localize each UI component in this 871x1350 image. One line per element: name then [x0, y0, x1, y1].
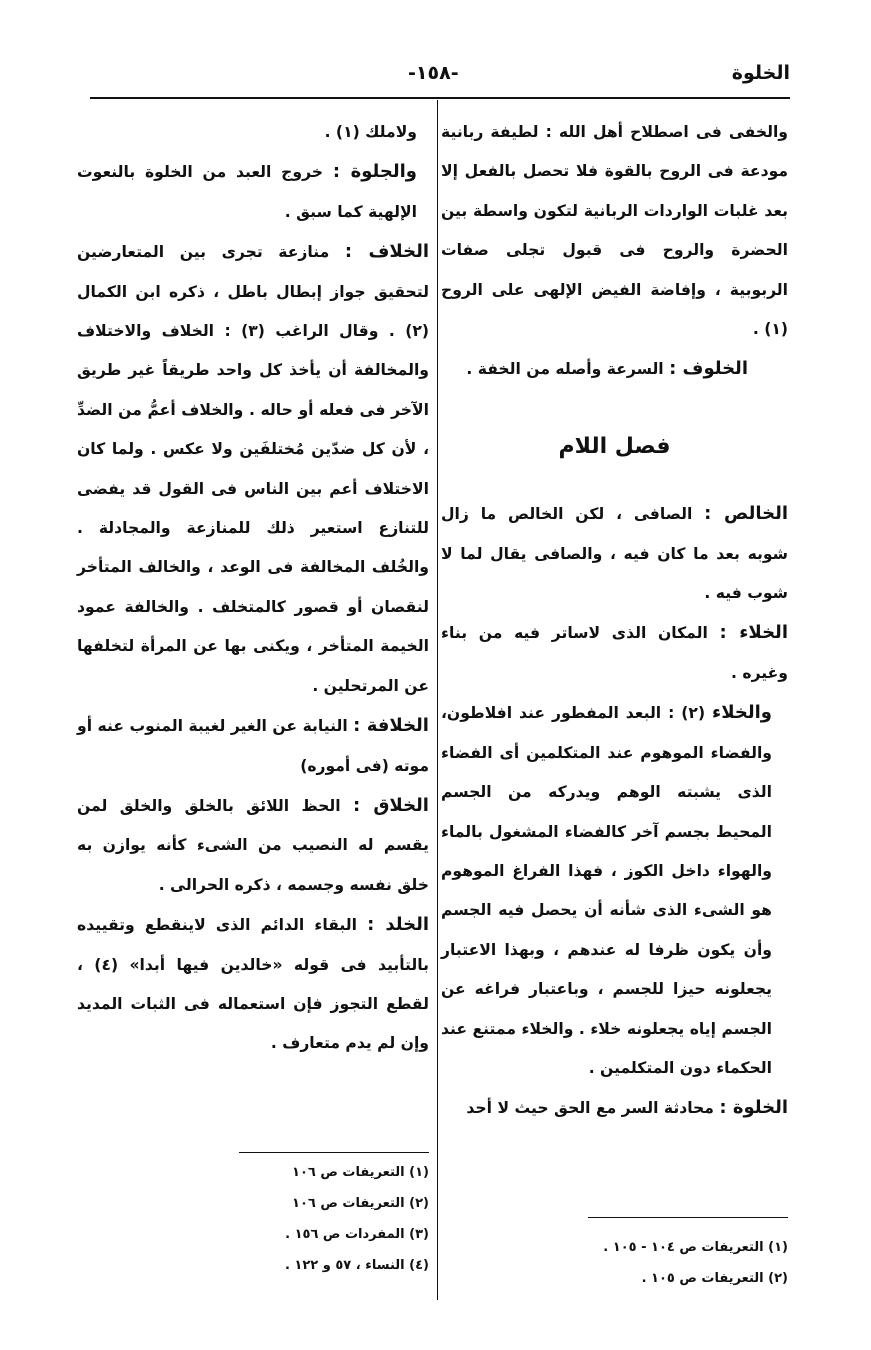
- footnote: (٢) التعريفات ص ١٠٥ .: [641, 1271, 788, 1286]
- footnote-rule-left: [239, 1152, 429, 1153]
- entry-text: خروج العبد من الخلوة بالنعوت الإلهية كما سبق .: [77, 163, 417, 221]
- entry-text: المكان الذى لاساتر فيه من بناء وغيره .: [441, 624, 788, 682]
- header-rule: [90, 97, 790, 99]
- page-number: -١٥٨-: [408, 62, 459, 84]
- paragraph-khala-2: [441, 693, 788, 1088]
- footnote: (٢) التعريفات ص ١٠٦: [292, 1196, 429, 1211]
- entry-text: الصافى ، لكن الخالص ما زال شوبه بعد ما كان فيه ، والصافى يقال لما لا شوب فيه .: [441, 505, 788, 603]
- entry-text: ولاملك (١) .: [324, 123, 417, 141]
- entry-term: الخلاء :: [719, 622, 788, 644]
- paragraph-khafi: [441, 112, 788, 349]
- paragraph-khilafa: [77, 706, 429, 786]
- paragraph-lamalak: [77, 112, 429, 152]
- paragraph-khuluf: [441, 349, 788, 389]
- paragraph-khala: [441, 613, 788, 693]
- entry-term: الخلافة :: [353, 715, 429, 737]
- entry-term: الخلد :: [367, 914, 429, 936]
- footnote-rule-right: [588, 1217, 788, 1218]
- entry-text: البقاء الدائم الذى لاينقطع وتقييده بالتأبيد فى قوله «خالدين فيها أبدا» (٤) ، لقطع التجوز فإن استعماله فى الثبات المديد وإن لم يدم متعارف .: [77, 916, 429, 1053]
- footnote: (١) التعريفات ص ١٠٤ - ١٠٥ .: [603, 1240, 788, 1255]
- chapter-title: فصل اللام: [558, 433, 671, 459]
- entry-term: الخلاف :: [344, 241, 429, 263]
- page-header: [90, 62, 790, 96]
- left-column: [77, 112, 429, 1064]
- entry-text: الحظ اللائق بالخلق والخلق لمن يقسم له النصيب من الشىء كأنه يوازن به خلق نفسه وجسمه ، ذكره الحرالى .: [77, 796, 429, 894]
- paragraph-khalwa: [441, 1088, 788, 1128]
- paragraph-jalwa: [77, 152, 429, 232]
- paragraph-khalis: [441, 494, 788, 613]
- entry-text: النيابة عن الغير لغيبة المنوب عنه أو موته (فى أموره): [77, 717, 429, 775]
- entry-term: الخالص :: [704, 503, 788, 525]
- entry-term: والجلوة :: [332, 161, 417, 183]
- entry-term: والخلاء: [712, 702, 772, 724]
- column-divider: [437, 100, 438, 1300]
- entry-term: الخلاق :: [352, 794, 429, 816]
- paragraph-khalaq: [77, 786, 429, 905]
- entry-term: الخلوة :: [719, 1097, 788, 1119]
- footnote: (٣) المفردات ص ١٥٦ .: [285, 1227, 429, 1242]
- footnotes-left: [129, 1157, 429, 1281]
- right-column: [441, 112, 788, 1129]
- entry-text: (٢) : البعد المفطور عند افلاطون، والفضاء الموهوم عند المتكلمين أى الفضاء الذى يشبته الوهم ويدركه من الجسم المحيط بجسم آخر كالفضاء المشغول بالماء والهواء داخل الكوز ، فهذا الفراغ الموهوم هو الشىء الذى شأنه أن يحصل فيه الجسم وأن يكون ظرفا له عندهم ، وبهذا الاعتبار يجعلونه حيزا للجسم ، وباعتبار فراغه عن الجسم إياه يجعلونه خلاء . والخلاء ممتنع عند الحكماء دون المتكلمين .: [441, 704, 772, 1077]
- footnote: (٤) النساء ، ٥٧ و ١٢٢ .: [284, 1258, 429, 1273]
- paragraph-khuld: [77, 905, 429, 1064]
- footnote: (١) التعريفات ص ١٠٦: [292, 1165, 429, 1180]
- entry-term: الخلوف :: [669, 358, 748, 380]
- footnotes-right: [488, 1232, 788, 1294]
- entry-text: منازعة تجرى بين المتعارضين لتحقيق جواز إبطال باطل ، ذكره ابن الكمال (٢) . وقال الراغب (٣) : الخلاف والاختلاف والمخالفة أن يأخذ كل واحد طريقاً غير طريق الآخر فى فعله أو حاله . والخلاف أعمُّ من الضدِّ ، لأن كل ضدّين مُختلفَين ولا عكس . ولما كان الاختلاف أعم بين الناس فى القول قد يفضى للتنازع استعير ذلك للمنازعة والمجادلة . والخُلف المخالفة فى الوعد ، والخالف المتأخر لنقصان أو قصور كالمتخلف . والخالفة عمود الخيمة المتأخر ، ويكنى بها عن المرأة لتخلفها عن المرتحلين .: [77, 243, 429, 695]
- running-title: الخلوة: [731, 62, 790, 84]
- paragraph-khilaf: [77, 232, 429, 706]
- entry-text: السرعة وأصله من الخفة .: [466, 360, 670, 379]
- entry-text: محادثة السر مع الحق حيث لا أحد: [466, 1099, 720, 1118]
- entry-text: والخفى فى اصطلاح أهل الله : لطيفة ربانية مودعة فى الروح بالقوة فلا تحصل بالفعل إلا بعد غلبات الواردات الربانية لتكون واسطة بين الحضرة والروح فى قبول تجلى صفات الربوبية ، وإفاضة الفيض الإلهى على الروح (١) .: [441, 123, 788, 339]
